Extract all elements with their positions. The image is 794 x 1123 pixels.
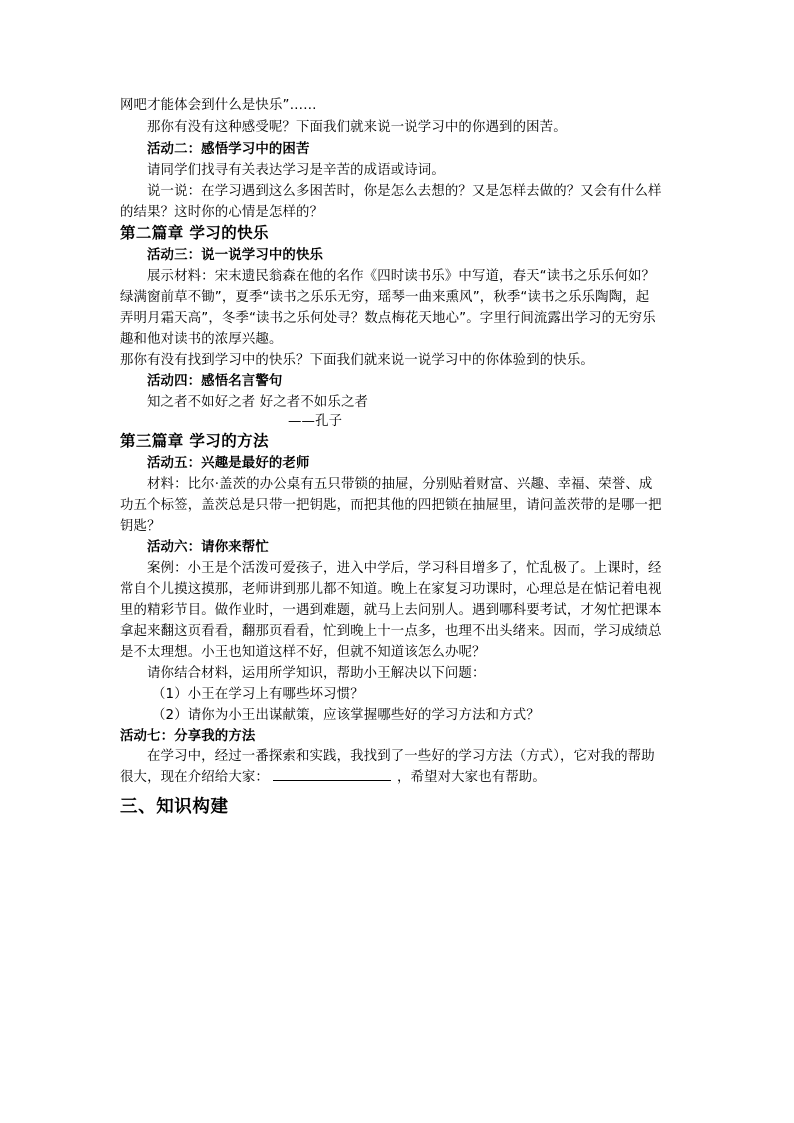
text-line: 案例：小王是个活泼可爱孩子，进入中学后，学习科目增多了，忙乱极了。上课时，经 [147,561,662,576]
text-line: 里的精彩节目。做作业时，一遇到难题，就马上去问别人。遇到哪科要考试，才匆忙把课本 [120,603,662,618]
quote-line: 知之者不如好之者 好之者不如乐之者 [147,395,369,410]
activity-heading: 活动四：感悟名言警句 [147,374,283,389]
text-line: 展示材料：宋末遗民翁森在他的名作《四时读书乐》中写道，春天“读书之乐乐何如？ [147,269,656,284]
text-line: 说一说：在学习遇到这么多困苦时，你是怎么去想的？又是怎样去做的？又会有什么样 [147,184,662,199]
text-line: 拿起来翻这页看看，翻那页看看，忙到晚上十一点多，也理不出头绪来。因而，学习成绩总 [120,624,662,639]
activity-heading: 活动三：说一说学习中的快乐 [147,248,324,263]
text-line: 功五个标签，盖茨总是只带一把钥匙，而把其他的四把锁在抽屉里，请问盖茨带的是哪一把 [120,498,662,513]
text-line: 是不太理想。小王也知道这样不好，但就不知道该怎么办呢？ [120,645,486,660]
text-line: 常自个儿摸这摸那，老师讲到那儿都不知道。晚上在家复习功课时，心理总是在惦记着电视 [120,582,662,597]
text-line: 请你结合材料，运用所学知识，帮助小王解决以下问题： [147,666,486,681]
text-line: 绿满窗前草不锄”，夏季“读书之乐乐无穷，瑶琴一曲来熏风”，秋季“读书之乐乐陶陶，起 [120,290,650,305]
text-line-with-blank [120,767,680,788]
question-item: （1）小王在学习上有哪些坏习惯？ [152,687,364,702]
text-line: 的结果？这时你的心情是怎样的？ [120,205,324,220]
quote-attribution: ——孔子 [288,414,343,429]
chapter-heading: 第二篇章 学习的快乐 [120,224,269,242]
text-line: 趣和他对读书的浓厚兴趣。 [120,332,283,347]
text-segment: ，希望对大家也有帮助。 [396,770,546,785]
question-item: （2）请你为小王出谋献策，应该掌握哪些好的学习方法和方式？ [152,708,540,723]
text-line: 网吧才能体会到什么是快乐”…… [120,98,317,113]
text-line: 弄明月霜天高”，冬季“读书之乐何处寻？数点梅花天地心”。字里行间流露出学习的无穷乐 [120,311,656,326]
activity-heading: 活动七：分享我的方法 [120,729,256,744]
text-line: 钥匙？ [120,519,161,534]
text-segment: 很大，现在介绍给大家： [120,770,269,785]
text-line: 请同学们找寻有关表达学习是辛苦的成语或诗词。 [147,163,445,178]
activity-heading: 活动二：感悟学习中的困苦 [147,142,310,157]
text-line: 那你有没有找到学习中的快乐？下面我们就来说一说学习中的你体验到的快乐。 [120,353,594,368]
section-heading: 三、知识构建 [120,797,229,817]
text-line: 在学习中，经过一番探索和实践，我找到了一些好的学习方法（方式），它对我的帮助 [147,749,655,764]
fill-in-blank[interactable] [273,767,391,781]
text-line: 材料：比尔·盖茨的办公桌有五只带锁的抽屉，分别贴着财富、兴趣、幸福、荣誉、成 [147,477,653,492]
activity-heading: 活动五：兴趣是最好的老师 [147,456,310,471]
text-line: 那你有没有这种感受呢？下面我们就来说一说学习中的你遇到的困苦。 [147,120,567,135]
activity-heading: 活动六：请你来帮忙 [147,540,269,555]
chapter-heading: 第三篇章 学习的方法 [120,432,269,450]
